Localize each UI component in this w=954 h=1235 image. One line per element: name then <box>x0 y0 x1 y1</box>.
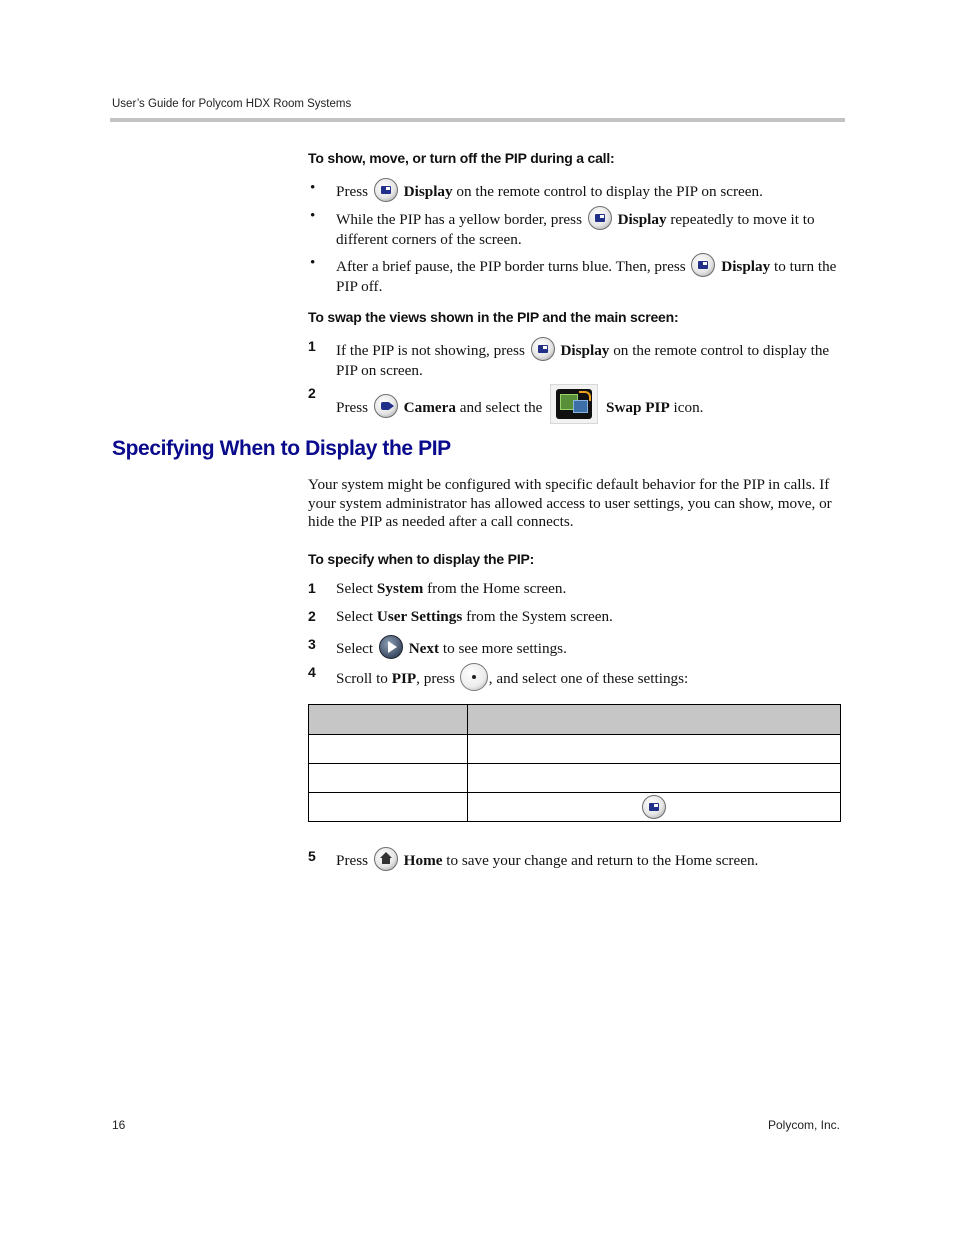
step-text: Press <box>336 852 369 869</box>
step-text: , and select one of these settings: <box>488 670 689 687</box>
step-key: Display <box>560 342 610 359</box>
swap-pip-icon <box>550 384 598 424</box>
bullet-marker: • <box>310 254 316 271</box>
table-cell <box>309 764 468 793</box>
table-header-row <box>309 705 841 735</box>
item-text: After a brief pause, the PIP border turns blue. Then, press <box>336 258 686 275</box>
step-number: 5 <box>308 848 316 864</box>
step-text: Press <box>336 399 369 416</box>
step-number: 3 <box>308 636 316 652</box>
item-key: Display <box>617 211 667 228</box>
table-row <box>309 735 841 764</box>
display-button-icon <box>531 337 555 361</box>
ok-select-icon <box>460 663 488 691</box>
home-button-icon <box>374 847 398 871</box>
step-text: and select the <box>459 399 543 416</box>
step-key: System <box>376 580 424 597</box>
step-number: 1 <box>308 580 316 596</box>
step-text: to see more settings. <box>442 640 567 657</box>
step-key: User Settings <box>376 608 463 625</box>
bullet-marker: • <box>310 179 316 196</box>
step-text: from the Home screen. <box>427 580 567 597</box>
bullet-marker: • <box>310 207 316 224</box>
step-text: to save your change and return to the Home screen. <box>446 852 759 869</box>
table-header-cell <box>468 705 841 735</box>
display-button-icon <box>588 206 612 230</box>
camera-button-icon <box>374 394 398 418</box>
intro-paragraph: Your system might be configured with specific default behavior for the PIP in calls. If your system administrator has allowed access to user settings, you can show, move, or hide the PIP as needed after a call connects. <box>308 476 832 531</box>
item-text: on the remote control to display the PIP on screen. <box>456 183 763 200</box>
step-key: PIP <box>391 670 417 687</box>
step-text: Select <box>336 640 374 657</box>
step-number: 1 <box>308 338 316 354</box>
procedure-heading-show-move-pip: To show, move, or turn off the PIP during a call: <box>308 150 615 166</box>
table-cell <box>468 793 841 822</box>
step-number: 2 <box>308 608 316 624</box>
footer-company: Polycom, Inc. <box>767 1118 840 1132</box>
step-text: on the remote control to display the PIP on screen. <box>336 342 830 379</box>
item-text: While the PIP has a yellow border, press <box>336 211 582 228</box>
step-number: 2 <box>308 385 316 401</box>
next-icon <box>379 635 403 659</box>
table-cell <box>468 764 841 793</box>
procedure-heading-swap-views: To swap the views shown in the PIP and the main screen: <box>308 309 679 325</box>
step-text: If the PIP is not showing, press <box>336 342 525 359</box>
item-key: Display <box>403 183 453 200</box>
item-key: Display <box>721 258 771 275</box>
step-text: Scroll to <box>336 670 388 687</box>
step-number: 4 <box>308 664 316 680</box>
display-button-icon <box>691 253 715 277</box>
table-row <box>309 793 841 822</box>
step-key: Camera <box>403 399 456 416</box>
running-header: User’s Guide for Polycom HDX Room Systems <box>112 98 352 110</box>
header-rule <box>110 118 845 122</box>
item-text: Press <box>336 183 369 200</box>
procedure-heading-specify-pip: To specify when to display the PIP: <box>308 551 535 567</box>
step-text: , press <box>416 670 455 687</box>
table-cell <box>468 735 841 764</box>
step-key: Next <box>408 640 440 657</box>
item-text: repeatedly to move it to different corners of the screen. <box>336 211 815 248</box>
table-cell <box>309 735 468 764</box>
page-number: 16 <box>112 1118 126 1132</box>
step-text: Select <box>336 608 374 625</box>
item-text: to turn the PIP off. <box>336 258 837 295</box>
step-text: from the System screen. <box>466 608 613 625</box>
table-row <box>309 764 841 793</box>
table-header-cell <box>309 705 468 735</box>
display-button-icon <box>642 795 666 819</box>
step-key: Home <box>403 852 443 869</box>
section-heading: Specifying When to Display the PIP <box>112 437 451 460</box>
step-key: Swap PIP <box>606 399 670 416</box>
step-text: Select <box>336 580 374 597</box>
display-button-icon <box>374 178 398 202</box>
table-cell <box>309 793 468 822</box>
step-text: icon. <box>673 399 704 416</box>
pip-settings-table <box>308 704 841 822</box>
